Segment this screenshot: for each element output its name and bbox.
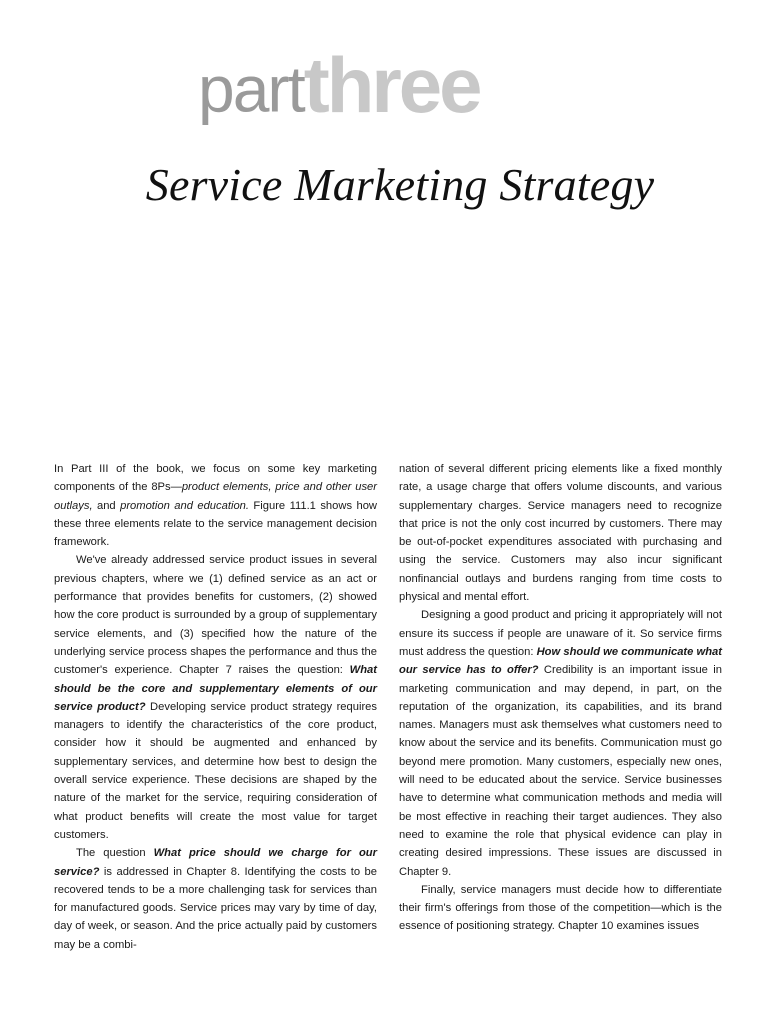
left-column [54,460,377,954]
emphasis-text: product elements, price and other user outlays, [54,481,377,512]
part-number: three [303,41,480,129]
page-title: Service Marketing Strategy [145,159,655,210]
paragraph-price: The question What price should we charge for our service? is addressed in Chapter 8. Identifying the costs to be recovered tends to be a more challenging task for services than for manufactured goods. Service prices may vary by time of day, day of week, or season. And the price actually paid by customers may be a combi- [54,847,377,951]
paragraph-positioning: Finally, service managers must decide how to differentiate their firm's offerings from those of the competition—which is the essence of positioning strategy. Chapter 10 examines issues [399,883,722,933]
part-heading [198,40,578,130]
paragraph-intro: In Part III of the book, we focus on some key marketing components of the 8Ps—product elements, price and other user outlays, and promotion and education. Figure 111.1 shows how these three elements relate to the service management decision framework. [54,463,377,549]
part-label: part [198,52,304,126]
emphasis-text: promotion and education. [120,499,249,512]
question-text: What should be the core and supplementary elements of our service product? [54,664,377,713]
paragraph-communication: Designing a good product and pricing it appropriately will not ensure its success if people are unaware of it. So service firms must address the question: How should we communicate what our service has to offer? Credibility is an important issue in marketing communication and may depend, in part, on the reputation of the organization, its capabilities, and its brand names. Managers must ask themselves what customers need to know about the service and its benefits. Communication must go beyond mere promotion. Many customers, especially new ones, will need to be educated about the service. Service businesses have to determine what communication methods and media will be most effective in reaching their target audiences. They also need to examine the role that physical evidence can play in creating desired impressions. These issues are discussed in Chapter 9. [399,609,722,878]
question-text: What price should we charge for our service? [54,847,377,878]
right-column [399,460,722,936]
paragraph-pricing-continued: nation of several different pricing elements like a fixed monthly rate, a usage charge that offers volume discounts, and various supplementary charges. Service managers need to recognize that price is not the only cost incurred by customers. There may be out-of-pocket expenditures associated with purchasing and using the service. Customers may also incur significant nonfinancial outlays and burdens ranging from time costs to physical and mental effort. [399,463,722,604]
paragraph-product: We've already addressed service product issues in several previous chapters, where we (1) defined service as an act or performance that provides benefits for customers, (2) showed how the core product is surrounded by a group of supplementary service elements, and (3) specified how the nature of the underlying service process shapes the performance and thus the customer's experience. Chapter 7 raises the question: What should be the core and supplementary elements of our service product? Developing service product strategy requires managers to identify the characteristics of the core product, consider how it should be augmented and enhanced by supplementary services, and determine how best to design the overall service experience. These decisions are shaped by the nature of the market for the service, requiring consideration of what product benefits will create the most value for target customers. [54,554,377,841]
question-text: How should we communicate what our service has to offer? [399,645,722,677]
